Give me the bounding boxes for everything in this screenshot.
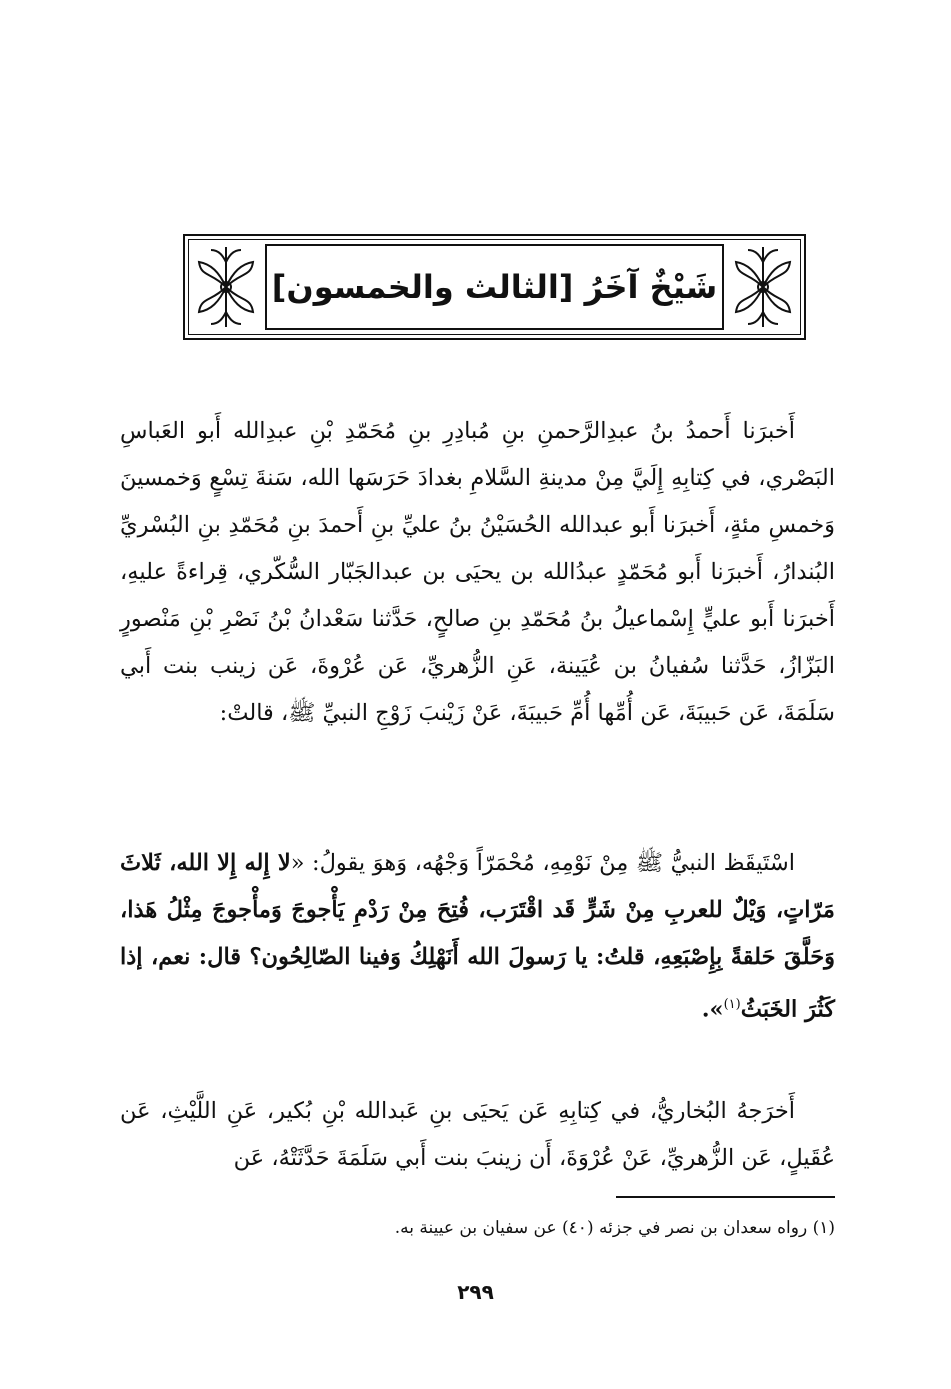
chapter-title-box (265, 244, 724, 330)
hadith-paragraph (120, 840, 835, 1034)
page-number: ٢٩٩ (457, 1280, 494, 1304)
hadith-matn-text: لا إِله إِلا الله، ثَلاثَ مَرّاتٍ، وَيْلٌ للعربِ مِنْ شَرٍّ قَد اقْتَرَب، فُتِحَ مِنْ رَدْمِ يَأْجوجَ وَمأْجوجَ مِثْلُ هَذا، وَحَلَّقَ حَلقةً بِإِصْبَعِهِ، قلتُ: يا رَسولَ الله أَنَهْلِكُ وَفينا الصّالِحُون؟ قال: نعم، إذا كَثُرَ الخَبَثُ (120, 850, 835, 1023)
takhrij-paragraph (120, 1088, 835, 1182)
footnote-divider (616, 1196, 835, 1198)
footnote: (١) رواه سعدان بن نصر في جزئه (٤٠) عن سفيان بن عيينة به. (394, 1218, 835, 1238)
chapter-title: شَيْخٌ آخَرُ [الثالث والخمسون] (271, 268, 718, 306)
isnad-text: أَخبرَنا أَحمدُ بنُ عبدِالرَّحمنِ بنِ مُبادِرِ بنِ مُحَمّدِ بْنِ عبدِالله أَبو العَباسِ البَصْري، في كِتابِهِ إِلَيَّ مِنْ مدينةِ السَّلامِ بغدادَ حَرَسَها الله، سَنةَ تِسْعٍ وَخمسينَ وَخمسِ مئةٍ، أَخبرَنا أَبو عبدالله الحُسَيْنُ بنُ عليِّ بنِ أَحمدَ بنِ مُحَمّدِ بنِ البُسْريِّ البُندارُ، أَخبرَنا أَبو مُحَمّدٍ عبدُالله بن يحيَى بن عبدالجَبّار السُّكّري، قِراءةً عليهِ، أَخبرَنا أَبو عليٍّ إِسْماعيلُ بنُ مُحَمّدِ بنِ صالحٍ، حَدَّثنا سَعْدانُ بْنُ نَصْرِ بْنِ مَنْصورٍ البَزّازُ، حَدَّثنا سُفيانُ بن عُيَينة، عَنِ الزُّهريِّ، عَن عُرْوةَ، عَن زينب بنت أَبي سَلَمَةَ، عَن حَبيبَةَ، عَن أُمِّها أُمِّ حَبيبَةَ، عَنْ زَيْنبَ زَوْجِ النبيِّ ﷺ، قالتْ: (120, 418, 835, 726)
floral-ornament-icon (728, 242, 798, 332)
hadith-close-quote: ». (701, 996, 724, 1023)
isnad-paragraph (120, 408, 835, 737)
floral-ornament-icon (191, 242, 261, 332)
chapter-title-frame (183, 234, 806, 340)
footnote-reference[interactable]: (١) (723, 997, 741, 1012)
hadith-lead-text: اسْتَيقَظ النبيُّ ﷺ مِنْ نَوْمِهِ، مُحْمَرّاً وَجْهُه، وَهوَ يقولُ: « (290, 850, 795, 876)
takhrij-text: أَخرَجهُ البُخاريُّ، في كِتابِهِ عَن يَحيَى بنِ عَبدالله بْنِ بُكير، عَنِ اللَّيْثِ، عَن عُقَيلٍ، عَن الزُّهريِّ، عَنْ عُرْوَةَ، أَن زينبَ بنت أَبي سَلَمَةَ حَدَّثَتْهُ، عَن (120, 1098, 835, 1171)
